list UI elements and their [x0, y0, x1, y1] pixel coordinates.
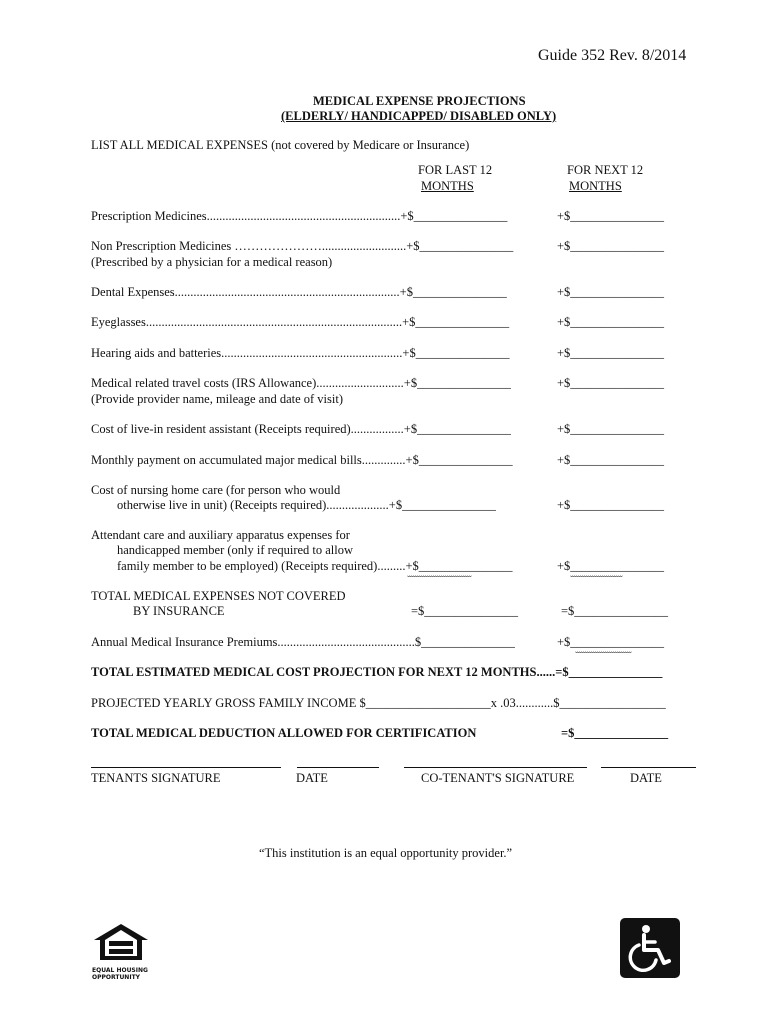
cotenant-signature-label: CO-TENANT'S SIGNATURE — [421, 771, 575, 785]
row-dental-next[interactable]: +$_______________ — [557, 285, 665, 299]
date1-label: DATE — [296, 771, 328, 785]
row-nonprescription-next[interactable]: +$_______________ — [557, 239, 665, 253]
column-last-heading: FOR LAST 12 — [418, 163, 493, 177]
total-projection[interactable]: TOTAL ESTIMATED MEDICAL COST PROJECTION FOR NEXT 12 MONTHS......=$_______________ — [91, 665, 663, 679]
row-prescription-next[interactable]: +$_______________ — [557, 209, 665, 223]
row-premiums[interactable]: Annual Medical Insurance Premiums............................................$_______________ — [91, 635, 515, 649]
row-hearing[interactable]: Hearing aids and batteries..........................................................+$_______________ — [91, 346, 510, 360]
form-subtitle: (ELDERLY/ HANDICAPPED/ DISABLED ONLY) — [281, 109, 557, 123]
row-monthly[interactable]: Monthly payment on accumulated major medical bills..............+$_______________ — [91, 453, 513, 467]
tenant-signature-label: TENANTS SIGNATURE — [91, 771, 221, 785]
row-prescription[interactable]: Prescription Medicines..............................................................+$_______________ — [91, 209, 508, 223]
projected-income[interactable]: PROJECTED YEARLY GROSS FAMILY INCOME $____________________x .03............$_________________ — [91, 696, 666, 710]
row-attendant-cont2[interactable]: family member to be employed) (Receipts required).........+$_______________ — [117, 559, 513, 573]
row-eyeglasses[interactable]: Eyeglasses..................................................................................+$_______________ — [91, 315, 510, 329]
squiggle-premiums: ˇˇˇˇˇˇˇˇˇˇˇˇˇˇˇˇˇˇˇˇˇˇˇˇˇˇˇˇ — [575, 650, 631, 660]
row-dental[interactable]: Dental Expenses........................................................................+$_______________ — [91, 285, 507, 299]
deduction-label: TOTAL MEDICAL DEDUCTION ALLOWED FOR CERTIFICATION — [91, 726, 477, 740]
row-premiums-next[interactable]: +$_______________ — [557, 635, 665, 649]
row-nursing-cont[interactable]: otherwise live in unit) (Receipts required)....................+$_______________ — [117, 498, 496, 512]
form-title: MEDICAL EXPENSE PROJECTIONS — [313, 94, 526, 108]
row-nursing-next[interactable]: +$_______________ — [557, 498, 665, 512]
equal-housing-icon — [92, 922, 150, 981]
equal-opportunity-statement: “This institution is an equal opportunity provider.” — [259, 846, 513, 860]
row-travel-note: (Provide provider name, mileage and date of visit) — [91, 392, 344, 406]
column-last-months: MONTHS — [421, 179, 474, 193]
tenant-signature-line[interactable] — [91, 767, 281, 768]
instructions: LIST ALL MEDICAL EXPENSES (not covered by Medicare or Insurance) — [91, 138, 470, 152]
row-assistant[interactable]: Cost of live-in resident assistant (Receipts required).................+$_______________ — [91, 422, 511, 436]
squiggle-last: ˇˇˇˇˇˇˇˇˇˇˇˇˇˇˇˇˇˇˇˇˇˇˇˇˇˇˇˇˇˇˇˇ — [407, 574, 471, 584]
row-nonprescription-note: (Prescribed by a physician for a medical reason) — [91, 255, 333, 269]
row-eyeglasses-next[interactable]: +$_______________ — [557, 315, 665, 329]
row-monthly-next[interactable]: +$_______________ — [557, 453, 665, 467]
row-total-not-covered-cont: BY INSURANCE — [133, 604, 225, 618]
row-total-not-covered: TOTAL MEDICAL EXPENSES NOT COVERED — [91, 589, 346, 603]
column-next-heading: FOR NEXT 12 — [567, 163, 644, 177]
eho-line2: OPPORTUNITY — [92, 974, 141, 981]
date2-label: DATE — [630, 771, 662, 785]
row-travel[interactable]: Medical related travel costs (IRS Allowance)............................+$_______________ — [91, 376, 511, 390]
squiggle-next: ˇˇˇˇˇˇˇˇˇˇˇˇˇˇˇˇˇˇˇˇˇˇˇˇˇˇ — [570, 574, 622, 584]
column-next-months: MONTHS — [569, 179, 622, 193]
deduction-value[interactable]: =$_______________ — [561, 726, 669, 740]
row-attendant-next[interactable]: +$_______________ — [557, 559, 665, 573]
guide-number: Guide 352 Rev. 8/2014 — [538, 47, 687, 64]
row-nursing: Cost of nursing home care (for person who would — [91, 483, 341, 497]
row-total-not-covered-last[interactable]: =$_______________ — [411, 604, 519, 618]
wheelchair-icon — [620, 918, 680, 978]
row-total-not-covered-next[interactable]: =$_______________ — [561, 604, 669, 618]
row-assistant-next[interactable]: +$_______________ — [557, 422, 665, 436]
row-travel-next[interactable]: +$_______________ — [557, 376, 665, 390]
cotenant-signature-line[interactable] — [404, 767, 587, 768]
eho-line1: EQUAL HOUSING — [92, 967, 148, 974]
date2-line[interactable] — [601, 767, 696, 768]
row-nonprescription[interactable]: Non Prescription Medicines …………………...........................+$_______________ — [91, 239, 514, 253]
date1-line[interactable] — [297, 767, 379, 768]
row-attendant-cont1: handicapped member (only if required to allow — [117, 543, 354, 557]
row-hearing-next[interactable]: +$_______________ — [557, 346, 665, 360]
row-attendant: Attendant care and auxiliary apparatus expenses for — [91, 528, 350, 542]
